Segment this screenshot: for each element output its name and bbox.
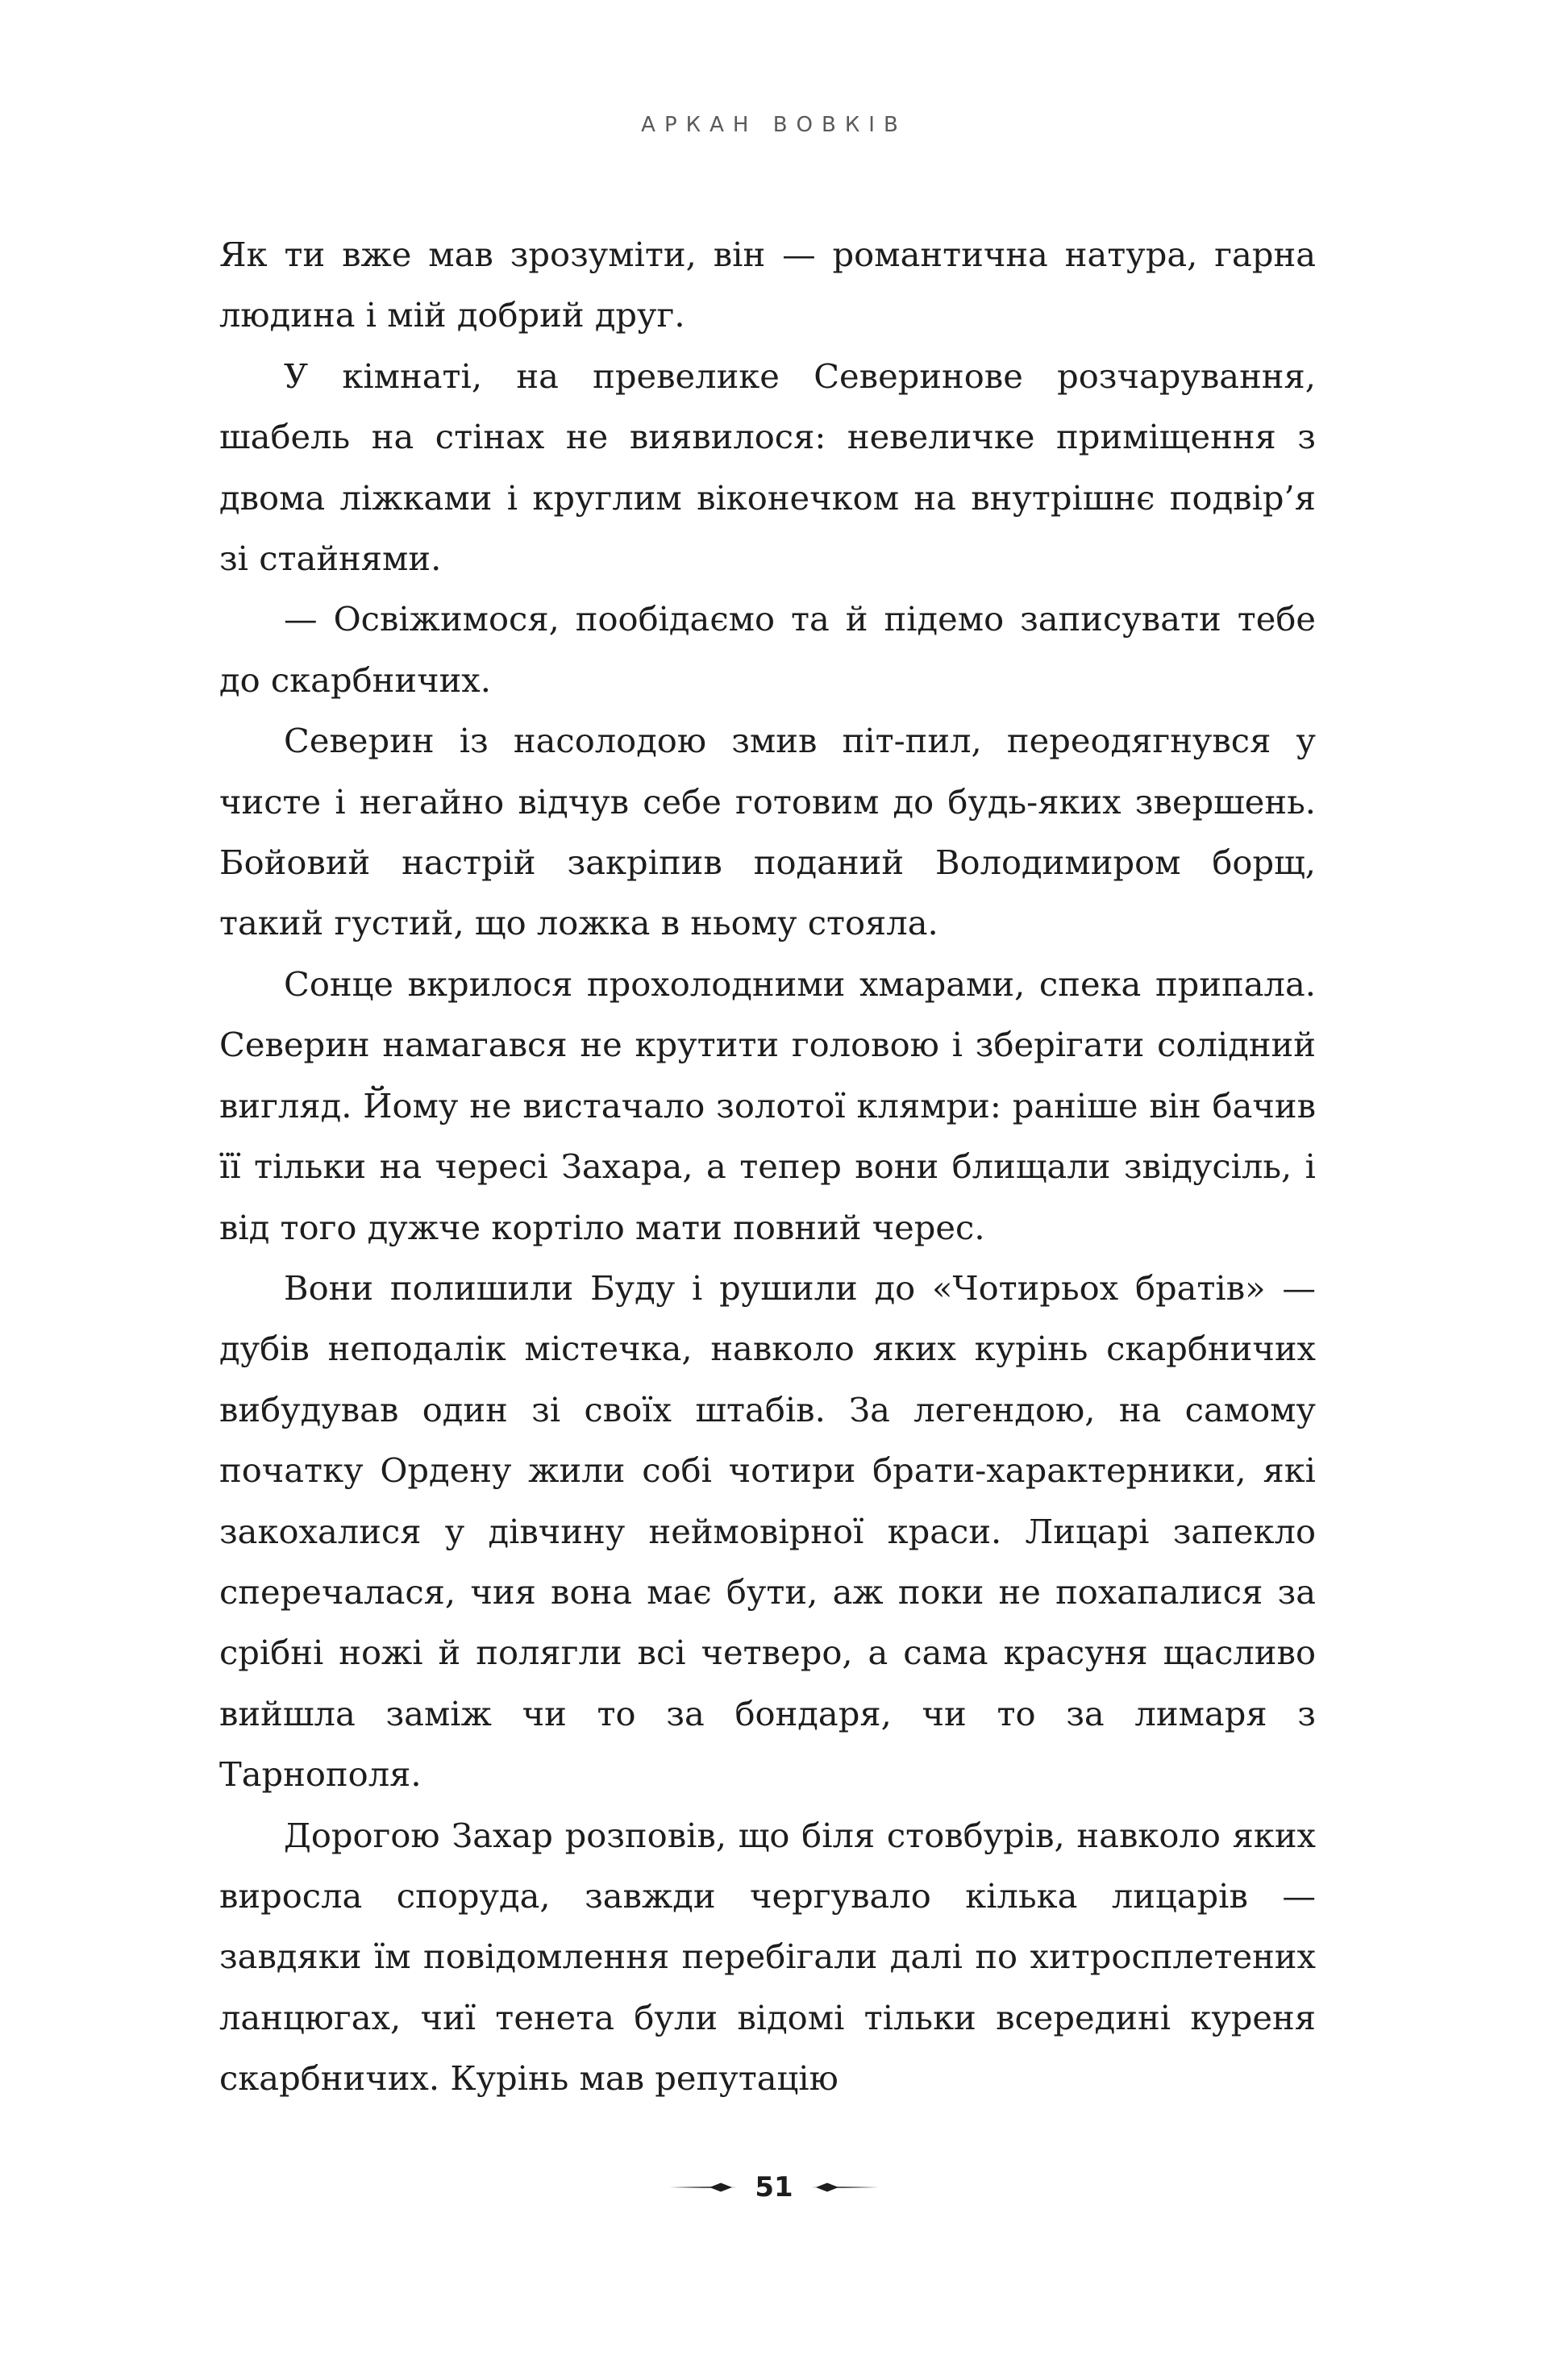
page-folio (0, 2171, 1548, 2203)
paragraph: Сонце вкрилося прохолодними хмарами, спека припала. Северин намагався не крутити головою і зберігати солідний вигляд. Йому не вистачало золотої клямри: раніше він бачив її тільки на чересі Захара, а тепер вони блищали звідусіль, і від того дужче кортіло мати повний черес. (219, 963, 1316, 1247)
paragraph: Северин із насолодою змив піт-пил, переодягнувся у чисте і негайно відчув себе готовим до будь-яких звершень. Бойовий настрій закріпив поданий Володимиром борщ, такий густий, що ложка в ньому стояла. (219, 721, 1316, 943)
paragraph: Вони полишили Буду і рушили до «Чотирьох братів» — дубів неподалік містечка, навколо яких курінь скарбничих вибудував один зі своїх штабів. За легендою, на самому початку Ордену жили собі чотири брати-характерники, які закохалися у дівчину неймовірної краси. Лицарі запекло сперечалася, чия вона має бути, аж поки не похапалися за срібні ножі й полягли всі четверо, а сама красуня щасливо вийшла заміж чи то за бондаря, чи то за лимаря з Тарнополя. (219, 1267, 1316, 1795)
page-body-text (219, 224, 1316, 2109)
paragraph: Дорогою Захар розповів, що біля стовбурів, навколо яких виросла споруда, завжди чергувало кілька лицарів — завдяки їм повідомлення перебігали далі по хитросплетених ланцюгах, чиї тенета були відомі тільки всередині куреня скарбничих. Курінь мав репутацію (219, 1815, 1316, 2099)
paragraph: — Освіжимося, пообідаємо та й підемо записувати тебе до скарбничих. (219, 599, 1316, 700)
ornament-left-icon (668, 2180, 737, 2195)
ornament-right-icon (811, 2180, 880, 2195)
page-number: 51 (755, 2171, 793, 2203)
running-head: АРКАН ВОВКІВ (641, 113, 907, 137)
paragraph: Як ти вже мав зрозуміти, він — романтична натура, гарна людина і мій добрий друг. (219, 235, 1316, 335)
paragraph: У кімнаті, на превелике Северинове розчарування, шабель на стінах не виявилося: невеличке приміщення з двома ліжками і круглим віконечком на внутрішнє подвір’я зі стайнями. (219, 356, 1316, 579)
